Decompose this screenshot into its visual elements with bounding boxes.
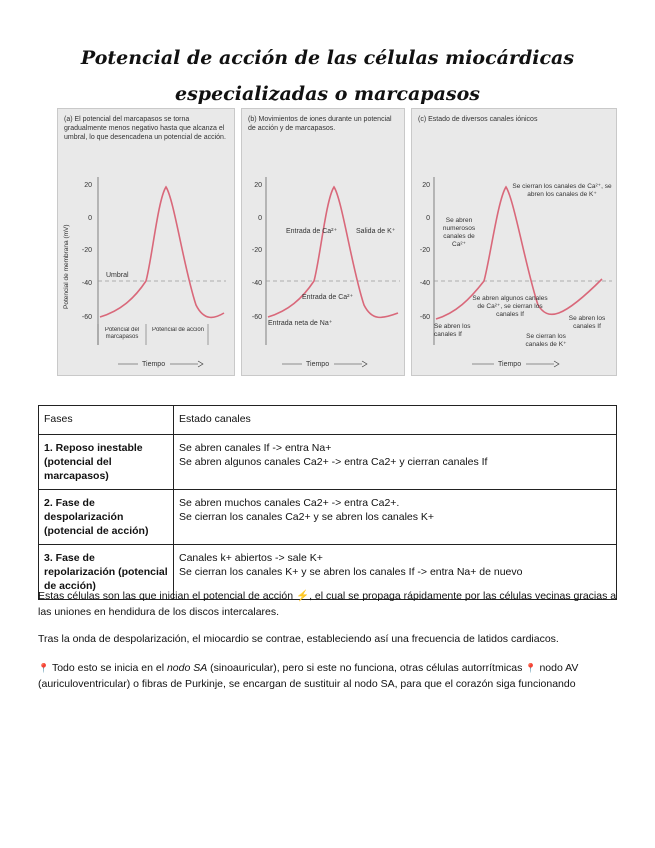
panel-b-caption: (b) Movimientos de iones durante un potencial de acción y de marcapasos. (248, 116, 392, 132)
phase-2: 2. Fase de despolarización (potencial de acción) (39, 490, 174, 545)
threshold-label: Umbral (106, 272, 129, 279)
action-potential-curve-a (100, 187, 224, 317)
p3-text-b: (sinoauricular), pero si este no funciona, otras células autorrítmicas (210, 662, 523, 674)
action-potential-label: Potencial de acción (151, 327, 205, 333)
paragraph-1 (38, 588, 617, 620)
p1-text-b: , el cual se propaga rápidamente por las células vecinas gracias a las uniones en hendidura de los discos intercalares. (38, 590, 617, 618)
tick-c-m20: -20 (419, 247, 430, 254)
tick-a-0: 0 (88, 215, 92, 222)
pacemaker-potential-label: Potencial del marcapasos (104, 327, 140, 340)
tick-b-m60: -60 (251, 314, 262, 321)
panel-b (241, 108, 405, 376)
table-row (39, 490, 617, 545)
tick-b-0: 0 (258, 215, 262, 222)
header-channel-state: Estado canales (174, 406, 617, 435)
p3-text-a: Todo esto se inicia en el (51, 662, 165, 674)
ca-entry-label-2: Entrada de Ca²⁺ (302, 294, 354, 301)
panel-a-caption: (a) El potencial del marcapasos se torna gradualmente menos negativo hasta que alcanza el umbral, lo que desencadena un potencial de acción. (64, 116, 226, 141)
panel-c (411, 108, 617, 376)
p3-sa-node: nodo SA (166, 662, 208, 674)
tick-b-m40: -40 (251, 280, 262, 287)
phases-table (38, 405, 617, 600)
channel-state-2-line2: Se cierran los canales Ca2+ y se abren los canales K+ (179, 511, 435, 523)
p3-text-c: nodo AV (auriculoventricular) o fibras de Purkinje, se encargan de sustituir al nodo SA, para que el corazón siga funcionando (38, 662, 579, 690)
header-phases: Fases (39, 406, 174, 435)
tick-a-20: 20 (84, 182, 92, 189)
tick-c-20: 20 (422, 182, 430, 189)
tick-c-0: 0 (426, 215, 430, 222)
ylabel-a: Potencial de membrana (mV) (63, 224, 70, 309)
panel-c-caption: (c) Estado de diversos canales iónicos (418, 116, 538, 123)
xlabel-b: Tiempo (306, 361, 330, 368)
tick-a-m60: -60 (81, 314, 92, 321)
channel-state-3-line2: Se cierran los canales K+ y se abren los canales If -> entra Na+ de nuevo (179, 566, 523, 578)
tick-b-20: 20 (254, 182, 262, 189)
pin-icon: 📍 (38, 663, 50, 673)
some-ca-open-label: Se abren algunos canales de Ca²⁺, se cierran los canales If (472, 295, 548, 318)
channel-state-2-line1: Se abren muchos canales Ca2+ -> entra Ca2+. (179, 497, 400, 509)
na-entry-label: Entrada neta de Na⁺ (268, 320, 333, 327)
channel-state-2 (174, 490, 617, 545)
action-potential-figure (57, 108, 617, 378)
xlabel-c: Tiempo (498, 361, 522, 368)
channel-state-3-line1: Canales k+ abiertos -> sale K+ (179, 552, 323, 564)
paragraph-3 (38, 660, 617, 692)
channel-state-1 (174, 435, 617, 490)
many-ca-open-label: Se abren numerosos canales de Ca²⁺ (442, 217, 476, 248)
ca-entry-label: Entrada de Ca²⁺ (286, 228, 338, 235)
pin-icon-2: 📍 (525, 663, 537, 673)
xlabel-a: Tiempo (142, 361, 166, 368)
channel-state-1-line1: Se abren canales If -> entra Na+ (179, 442, 332, 454)
tick-a-m40: -40 (81, 280, 92, 287)
tick-a-m20: -20 (81, 247, 92, 254)
lightning-icon: ⚡ (296, 590, 310, 602)
k-close-label: Se cierran los canales de K⁺ (525, 333, 567, 348)
paragraph-2: Tras la onda de despolarización, el miocardio se contrae, estableciendo así una frecuencia de latidos cardiacos. (38, 633, 559, 645)
channel-state-1-line2: Se abren algunos canales Ca2+ -> entra Ca2+ y cierran canales If (179, 456, 488, 468)
page-title: Potencial de acción de las células miocárdicas especializadas o marcapasos (80, 47, 575, 105)
phase-1: 1. Reposo inestable (potencial del marcapasos) (39, 435, 174, 490)
table-row (39, 435, 617, 490)
tick-c-m40: -40 (419, 280, 430, 287)
panel-c-plot (412, 109, 616, 375)
if-open-label-2: Se abren los canales If (568, 315, 606, 330)
table-header-row (39, 406, 617, 435)
tick-b-m20: -20 (251, 247, 262, 254)
p1-text-a: Estas células son las que inician el potencial de acción (38, 590, 294, 602)
ca-close-k-open-label: Se cierran los canales de Ca²⁺, se abren los canales de K⁺ (512, 183, 612, 198)
tick-c-m60: -60 (419, 314, 430, 321)
panel-a (57, 108, 235, 376)
phase-3: 3. Fase de repolarización (potencial de acción) (39, 545, 174, 600)
panel-a-plot (58, 109, 234, 375)
panel-b-plot (242, 109, 404, 375)
k-exit-label: Salida de K⁺ (356, 228, 396, 235)
if-open-label: Se abren los canales If (434, 323, 471, 338)
